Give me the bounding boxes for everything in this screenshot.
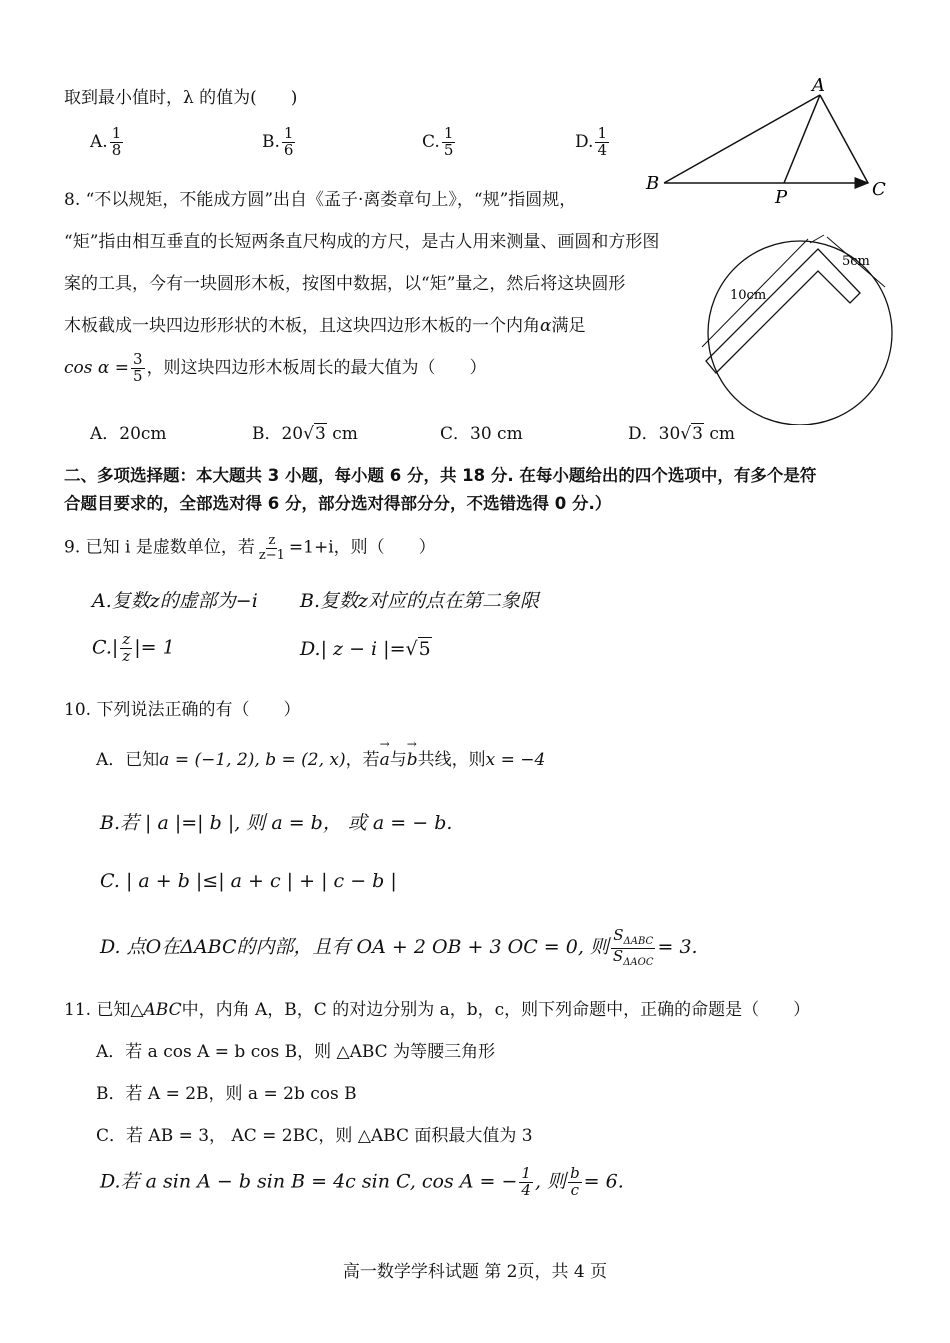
q11-stem-post: 中，内角 A，B，C 的对边分别为 a，b，c，则下列命题中，正确的命题是（ ） <box>181 1000 811 1020</box>
option-num: 1 <box>597 124 607 142</box>
page-footer: 高一数学学科试题 第 2页，共 4 页 <box>342 1262 608 1282</box>
q10-option-d <box>100 928 698 968</box>
q8-option-a: A．20cm <box>90 424 167 444</box>
q10-stem: 10. 下列说法正确的有（ ） <box>64 700 301 720</box>
option-unit: cm <box>703 424 735 444</box>
q11d-frac1-num: 1 <box>521 1164 531 1182</box>
q8-frac-num: 3 <box>133 350 143 368</box>
vector-b: → b <box>407 750 418 770</box>
sqrt: √3 <box>303 424 326 444</box>
triangle-figure <box>640 75 900 205</box>
q10d-num-sub: ΔABC <box>623 936 654 947</box>
q7-option-b <box>262 126 297 159</box>
q11-option-c: C．若 AB = 3， AC = 2BC，则 △ABC 面积最大值为 3 <box>96 1126 533 1146</box>
option-den: 6 <box>283 140 294 159</box>
option-suffix: |= 1 <box>134 636 175 659</box>
q11d-frac2-num: b <box>570 1164 580 1182</box>
option-den: 8 <box>111 140 122 159</box>
q11-option-d <box>100 1166 624 1199</box>
q10-option-b: B.若 | a |=| b |, 则 a = b， 或 a = − b. <box>100 812 453 834</box>
option-prefix: D.| z − i |= <box>300 638 406 660</box>
option-suffix: = 3. <box>657 936 698 958</box>
q9-option-b: B.复数z对应的点在第二象限 <box>300 590 540 612</box>
label-a: A <box>812 75 825 96</box>
sqrt-radicand: 3 <box>314 424 326 444</box>
q8-line-1: 8. “不以规矩，不能成方圆”出自《孟子·离娄章句上》，“规”指圆规， <box>64 190 577 210</box>
segment-ac <box>820 95 868 183</box>
option-label: A. <box>90 131 108 152</box>
q10a-post: 共线，则 <box>417 750 486 770</box>
option-den: 4 <box>597 140 607 159</box>
q8-line-3: 案的工具，今有一块圆形木板，按图中数据，以“矩”量之，然后将这块圆形 <box>64 274 626 294</box>
segment-ap <box>784 95 820 183</box>
q9-frac-den: z−1 <box>258 547 285 563</box>
q11-option-a: A．若 a cos A = b cos B，则 △ABC 为等腰三角形 <box>96 1042 496 1062</box>
q11d-mid: , 则 <box>534 1170 567 1193</box>
option-num: 1 <box>283 124 294 142</box>
dim-tick <box>810 235 824 243</box>
q8-cos-alpha: cos α = <box>64 357 130 378</box>
option-unit: cm <box>326 424 358 444</box>
option-num: 1 <box>111 124 122 142</box>
option-label: C. <box>422 131 440 152</box>
q11-stem-pre: 11. 已知 <box>64 1000 131 1020</box>
sqrt-radicand: 5 <box>418 638 431 660</box>
option-prefix: B．20 <box>252 424 304 444</box>
q8-line-5-text: ，则这块四边形木板周长的最大值为（ ） <box>146 357 487 378</box>
q9-stem-post: =1+i，则（ ） <box>288 537 436 558</box>
q7-option-a <box>90 126 125 159</box>
q9-option-c <box>92 632 175 665</box>
q10d-den: S <box>612 946 624 965</box>
q7-option-c <box>422 126 457 159</box>
option-prefix: D．30 <box>628 424 681 444</box>
q8-frac-den: 5 <box>133 366 143 385</box>
q10a-with: 与 <box>389 750 407 770</box>
q10d-num: S <box>613 926 624 944</box>
q11-triangle: △ABC <box>130 1000 182 1020</box>
q9-frac-num: z <box>268 533 276 548</box>
q10a-vectors: a = (−1, 2), b = (2, x) <box>159 750 346 770</box>
q8-line-2: “矩”指由相互垂直的长短两条直尺构成的方尺，是古人用来测量、画圆和方形图 <box>64 232 660 252</box>
label-p: P <box>775 187 788 205</box>
q10-option-a <box>96 750 545 770</box>
section-2-line-1: 二、多项选择题：本大题共 3 小题，每小题 6 分，共 18 分. 在每小题给出的四个选项中，有多个是符 <box>64 466 817 485</box>
q7-stem-tail: 取到最小值时，λ 的值为( ) <box>64 88 298 108</box>
sqrt: √5 <box>405 638 431 660</box>
circle-square-figure <box>690 225 905 425</box>
option-num: 1 <box>443 124 454 142</box>
q9c-den: z <box>122 646 131 665</box>
label-c: C <box>872 179 886 200</box>
q9-option-d <box>300 638 432 661</box>
carpenter-square <box>706 249 860 373</box>
q8-line-4-end: 满足 <box>551 316 586 336</box>
label-b: B <box>646 173 660 194</box>
option-prefix: A．已知 <box>96 750 160 770</box>
option-prefix: C.| <box>92 636 119 659</box>
sqrt-radicand: 3 <box>692 424 703 444</box>
q8-option-d <box>628 424 735 444</box>
option-den: 5 <box>443 140 454 159</box>
segment-ba <box>664 95 820 183</box>
vector-a: → a <box>380 750 390 770</box>
q10-option-c: C. | a + b |≤| a + c | + | c − b | <box>100 870 397 892</box>
q8-line-5 <box>64 352 487 385</box>
sqrt: √3 <box>680 424 703 444</box>
q10a-result: x = −4 <box>485 750 546 770</box>
q9-stem-pre: 9. 已知 i 是虚数单位，若 <box>64 537 255 558</box>
section-2-line-2: 合题目要求的，全部选对得 6 分，部分选对得部分分，不选错选得 0 分.） <box>64 494 612 513</box>
q10a-mid: ，若 <box>345 750 380 770</box>
q8-line-4 <box>64 316 585 336</box>
q7-option-d <box>575 126 611 159</box>
label-5cm: 5cm <box>842 254 870 269</box>
q11-option-b: B．若 A = 2B，则 a = 2b cos B <box>96 1084 357 1104</box>
q9-option-a: A.复数z的虚部为−i <box>92 590 258 612</box>
option-label: B. <box>262 131 280 152</box>
q8-line-4-text: 木板截成一块四边形形状的木板，且这块四边形木板的一个内角 <box>64 316 540 336</box>
option-suffix: = 6. <box>583 1170 624 1193</box>
q8-option-b <box>252 424 358 444</box>
option-label: D. <box>575 131 594 152</box>
q10d-den-sub: ΔAOC <box>623 956 654 968</box>
q11d-frac1-den: 4 <box>521 1180 531 1199</box>
option-prefix: D. 点O在ΔABC的内部，且有 OA + 2 OB + 3 OC = 0, 则 <box>100 936 609 958</box>
q9-stem <box>64 534 436 562</box>
q8-option-c: C．30 cm <box>440 424 523 444</box>
option-prefix: D.若 a sin A − b sin B = 4c sin C, cos A = − <box>100 1170 518 1193</box>
label-10cm: 10cm <box>730 288 767 303</box>
q8-alpha: α <box>540 316 552 336</box>
q11-stem <box>64 1000 810 1020</box>
q9c-num: z <box>122 630 131 648</box>
q11d-frac2-den: c <box>570 1180 580 1199</box>
